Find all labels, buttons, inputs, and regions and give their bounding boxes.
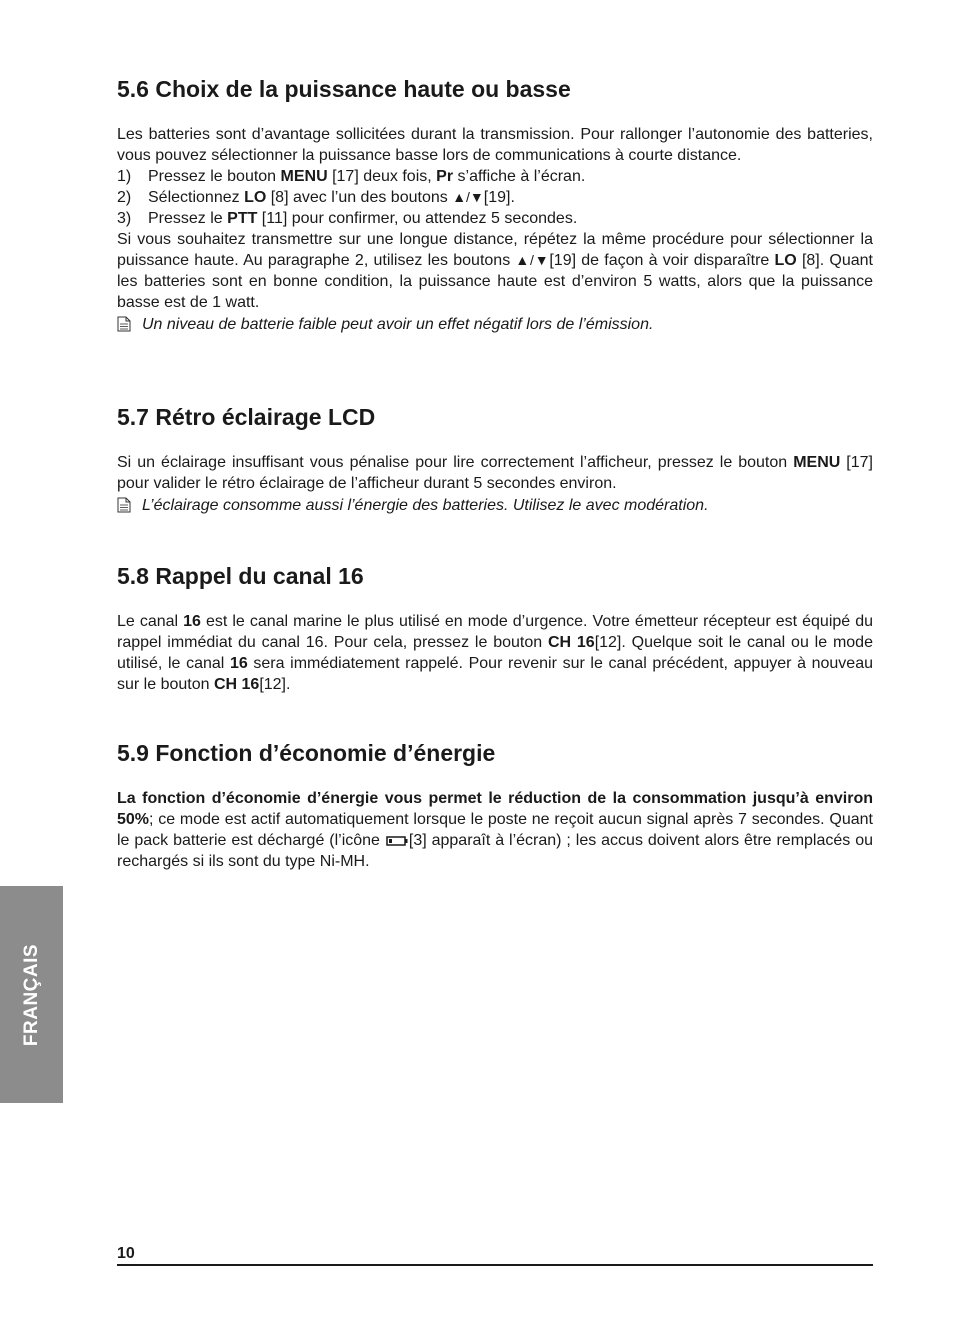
language-side-tab: FRANÇAIS — [0, 886, 63, 1103]
paragraph: Si un éclairage insuffisant vous pénalise pour lire correctement l’afficheur, pressez le bouton MENU [17] pour valider le rétro éclairage de l’afficheur durant 5 secondes environ. — [117, 454, 873, 492]
section-title-5-7: 5.7 Rétro éclairage LCD — [117, 404, 376, 430]
section-body-5-8 — [117, 611, 873, 695]
section-body-5-9 — [117, 788, 873, 872]
list-item: 1) Pressez le bouton MENU [17] deux fois, Pr s’affiche à l’écran. — [117, 168, 586, 185]
up-down-arrows-icon: ▲/▼ — [452, 189, 484, 205]
up-down-arrows-icon: ▲/▼ — [515, 252, 550, 268]
section-title-5-9: 5.9 Fonction d’économie d’énergie — [117, 740, 496, 766]
list-item: 3) Pressez le PTT [11] pour confirmer, ou attendez 5 secondes. — [117, 210, 578, 227]
paragraph: Le canal 16 est le canal marine le plus utilisé en mode d’urgence. Votre émetteur récepteur est équipé du rappel immédiat du canal 16. Pour cela, pressez le bouton CH 16[12]. Quelque soit le canal ou le mode utilisé, le canal 16 sera immédiatement rappelé. Pour revenir sur le canal précédent, appuyer à nouveau sur le bouton CH 16[12]. — [117, 613, 874, 693]
note: Un niveau de batterie faible peut avoir un effet négatif lors de l’émission. — [117, 314, 873, 335]
paragraph: La fonction d’économie d’énergie vous permet le réduction de la consommation jusqu’à environ 50%; ce mode est actif automatiquement lorsque le poste ne reçoit aucun signal après 7 secondes. Quant le pack batterie est déchargé (l’icône [3] apparaît à l’écran) ; les accus doivent alors être remplacés ou rechargés si ils sont du type Ni-MH. — [117, 790, 873, 870]
section-body-5-6 — [117, 124, 873, 335]
paragraph: Si vous souhaitez transmettre sur une longue distance, répétez la même procédure pour sélectionner la puissance haute. Au paragraphe 2, utilisez les boutons ▲/▼[19] de façon à voir disparaître LO [8]. Quant les batteries sont en bonne condition, la puissance haute est d’environ 5 watts, alors que la puissance basse est de 1 watt. — [117, 231, 873, 311]
section-body-5-7 — [117, 452, 873, 516]
footer-rule — [117, 1264, 873, 1266]
page-number: 10 — [117, 1245, 135, 1262]
list-item: 2) Sélectionnez LO [8] avec l’un des boutons ▲/▼[19]. — [117, 189, 515, 206]
note-page-icon — [117, 316, 131, 332]
note-page-icon — [117, 497, 131, 513]
section-title-5-8: 5.8 Rappel du canal 16 — [117, 563, 364, 589]
note: L’éclairage consomme aussi l’énergie des batteries. Utilisez le avec modération. — [117, 495, 873, 516]
section-title-5-6: 5.6 Choix de la puissance haute ou basse — [117, 76, 571, 102]
battery-empty-icon — [386, 836, 408, 846]
paragraph: Les batteries sont d’avantage sollicitées durant la transmission. Pour rallonger l’autonomie des batteries, vous pouvez sélectionner la puissance basse lors de communications à courte distance. — [117, 126, 873, 164]
